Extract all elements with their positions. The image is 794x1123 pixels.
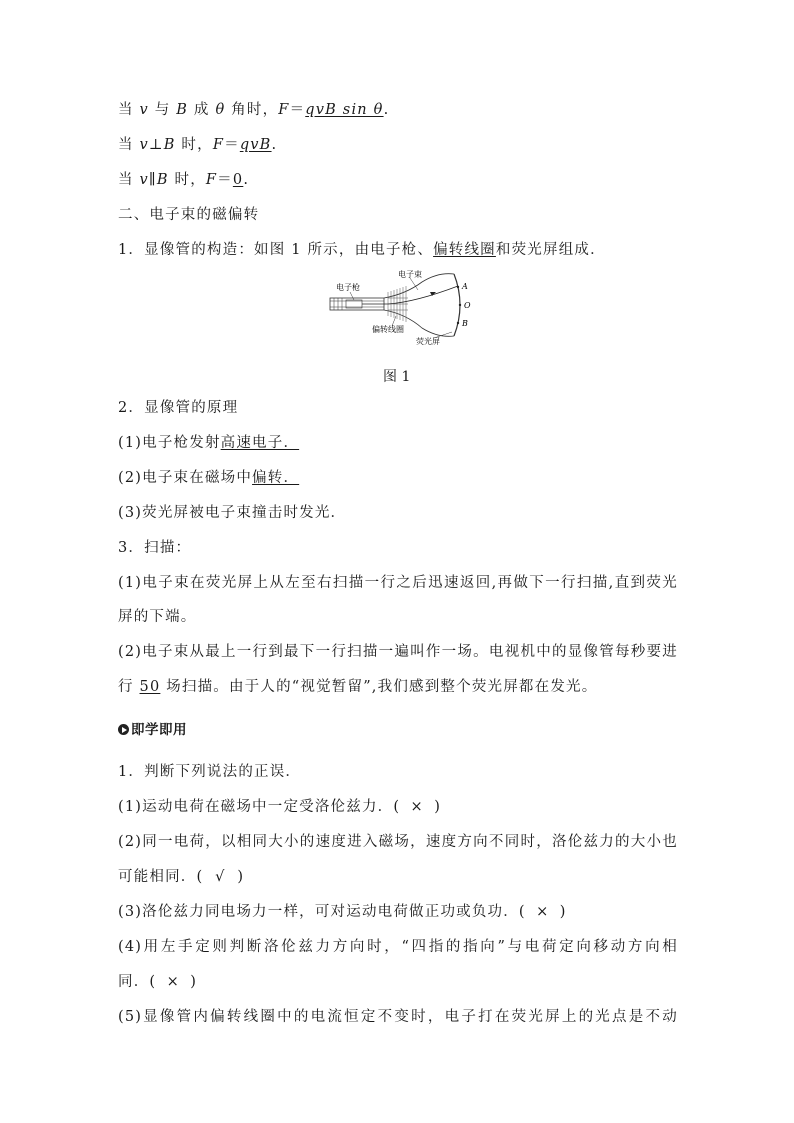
beam-leader <box>410 278 418 290</box>
label-beam: 电子束 <box>398 270 422 279</box>
formula-parallel: 当 v∥B 时，F＝0. <box>118 172 250 188</box>
principle-item-3: (3)荧光屏被电子束撞击时发光． <box>118 505 347 521</box>
answer-blank: 50 <box>139 679 161 695</box>
point-o <box>459 304 461 306</box>
paragraph-scan: 3．扫描： <box>118 540 192 556</box>
answer-blank: 0 <box>232 172 244 188</box>
label-screen: 荧光屏 <box>416 337 440 346</box>
practice-question: 1．判断下列说法的正误． <box>118 764 302 780</box>
judgement-item-5-line1: (5)显像管内偏转线圈中的电流恒定不变时，电子打在荧光屏上的光点是不动 <box>118 1009 678 1025</box>
answer-mark: × <box>410 799 424 815</box>
label-coil: 偏转线圈 <box>372 325 404 334</box>
judgement-item-1: (1)运动电荷在磁场中一定受洛伦兹力．( × ) <box>118 799 442 815</box>
judgement-item-4-line2: 同．( × ) <box>118 974 198 990</box>
answer-mark: × <box>166 974 180 990</box>
answer-blank: 偏转． <box>252 470 300 486</box>
paragraph-structure: 1．显像管的构造：如图 1 所示，由电子枪、偏转线圈和荧光屏组成． <box>118 242 606 258</box>
answer-blank: 偏转线圈 <box>433 242 496 258</box>
section-heading: 二、电子束的磁偏转 <box>118 207 260 223</box>
scan-item-2-line1: (2)电子束从最上一行到最下一行扫描一遍叫作一场。电视机中的显像管每秒要进 <box>118 644 678 660</box>
answer-blank: 高速电子． <box>220 435 300 451</box>
judgement-item-4-line1: (4)用左手定则判断洛伦兹力方向时，“四指的指向”与电荷定向移动方向相 <box>118 939 678 955</box>
judgement-item-3: (3)洛伦兹力同电场力一样，可对运动电荷做正功或负功．( × ) <box>118 904 567 920</box>
gun-leader <box>350 292 354 300</box>
principle-item-2: (2)电子束在磁场中偏转． <box>118 470 300 486</box>
label-b: B <box>462 319 468 328</box>
judgement-item-2-line2: 可能相同．( √ ) <box>118 869 245 885</box>
electron-beam <box>362 286 458 304</box>
label-o: O <box>464 301 471 310</box>
answer-mark: × <box>536 904 550 920</box>
answer-mark: √ <box>215 869 226 885</box>
scan-item-1-line1: (1)电子束在荧光屏上从左至右扫描一行之后迅速返回,再做下一行扫描,直到荧光 <box>118 575 678 591</box>
formula-angle: 当 v 与 B 成 θ 角时，F＝qvB sin θ. <box>118 102 390 118</box>
principle-item-1: (1)电子枪发射高速电子． <box>118 435 300 451</box>
answer-blank: qvB sin θ <box>305 102 384 118</box>
formula-perpendicular: 当 v⊥B 时，F＝qvB. <box>118 137 278 153</box>
label-a: A <box>462 282 468 291</box>
label-gun: 电子枪 <box>336 283 360 292</box>
point-b <box>457 322 459 324</box>
scan-item-2-line2: 行 50 场扫描。由于人的“视觉暂留”,我们感到整个荧光屏都在发光。 <box>118 679 598 695</box>
point-a <box>457 286 459 288</box>
answer-blank: qvB <box>239 137 272 153</box>
practice-heading: 即学即用 <box>118 720 187 740</box>
crt-diagram <box>326 268 474 346</box>
figure-caption: 图 1 <box>383 369 411 385</box>
play-bullet-icon <box>118 724 129 735</box>
paragraph-principle: 2．显像管的原理 <box>118 400 239 416</box>
scan-item-1-line2: 屏的下端。 <box>118 609 197 625</box>
judgement-item-2-line1: (2)同一电荷，以相同大小的速度进入磁场，速度方向不同时，洛伦兹力的大小也 <box>118 834 678 850</box>
